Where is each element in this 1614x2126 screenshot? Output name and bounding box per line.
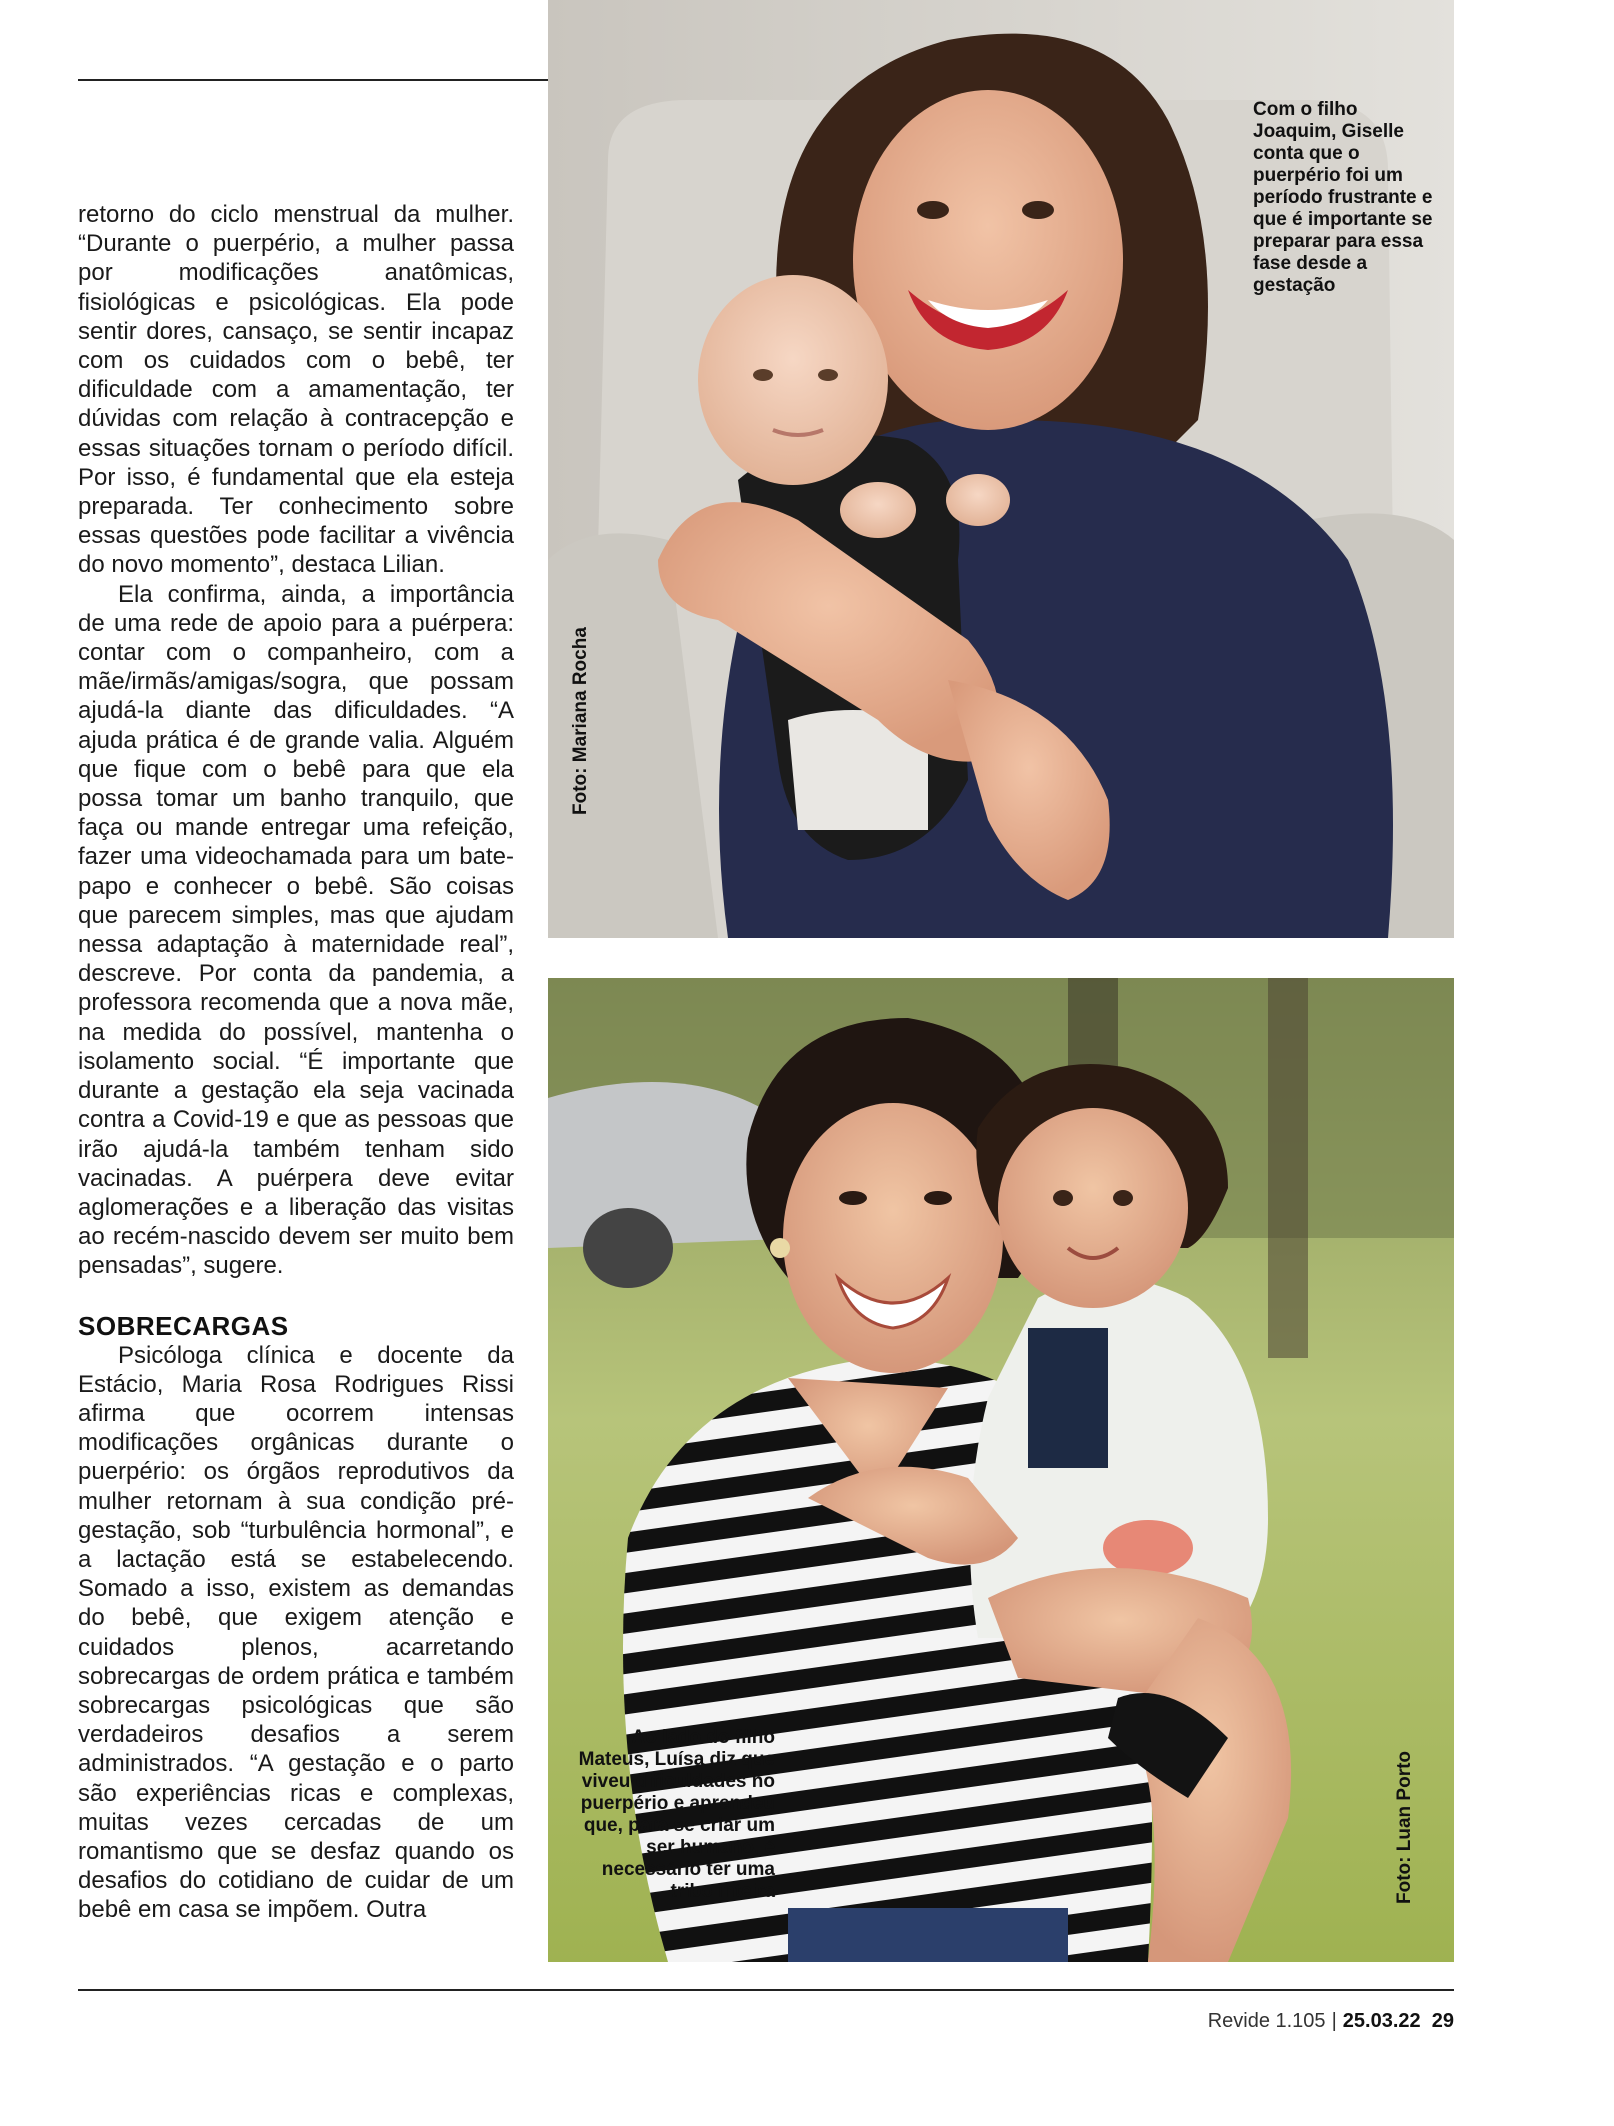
- subheading: SOBRECARGAS: [78, 1310, 289, 1341]
- article-paragraph-1: retorno do ciclo menstrual da mulher. “Durante o puerpério, a mulher passa por modificações anatômicas, fisiológicas e psicológicas. Ela pode sentir dores, cansaço, se sentir incapaz com os cuidados com o bebê, ter dificuldade com a amamentação, ter dúvidas com relação à contracepção e essas situações tornam o período difícil. Por isso, é fundamental que ela esteja preparada. Ter conhecimento sobre essas questões pode facilitar a vivência do novo momento”, destaca Lilian.: [78, 201, 514, 579]
- top-rule: [78, 79, 548, 81]
- article-paragraph-3: Psicóloga clínica e docente da Estácio, Maria Rosa Rodrigues Rissi afirma que ocorrem intensas modificações orgânicas durante o puerpério: os órgãos reprodutivos da mulher retornam à sua condição pré-gestação, sob “turbulência hormonal”, e a lactação está se estabelecendo. Somado a isso, existem as demandas do bebê, que exigem atenção e cuidados plenos, acarretando sobrecargas de ordem prática e também sobrecargas psicológicas que são verdadeiros desafios a serem administrados. “A gestação e o parto são experiências ricas e complexas, muitas vezes cercadas de um romantismo que se desfaz quando os desafios do cotidiano de cuidar de um bebê em casa se impõem. Outra: [78, 1341, 514, 1924]
- bottom-rule: [78, 1989, 1454, 1991]
- article-column: [78, 200, 514, 1925]
- footer-separator: |: [1331, 2010, 1337, 2032]
- footer-page-number: 29: [1431, 2010, 1454, 2032]
- footer-date: 25.03.22: [1342, 2010, 1421, 2032]
- footer-magazine: Revide 1.105: [1207, 2010, 1326, 2032]
- photo-1-credit: Foto: Mariana Rocha: [570, 627, 591, 815]
- article-paragraph-2: Ela confirma, ainda, a importância de uma rede de apoio para a puérpera: contar com o companheiro, com a mãe/irmãs/amigas/sogra, que possam ajudá-la diante das dificuldades. “A ajuda prática é de grande valia. Alguém que fique com o bebê para que ela possa tomar um banho tranquilo, que faça ou mande entregar uma refeição, fazer uma videochamada para um bate-papo e conhecer o bebê. São coisas que parecem simples, mas que ajudam nessa adaptação à maternidade real”, descreve. Por conta da pandemia, a professora recomenda que a nova mãe, na medida do possível, mantenha o isolamento social. “É importante que durante a gestação ela seja vacinada contra a Covid-19 e que as pessoas que irão ajudá-la também tenham sido vacinadas. A puérpera deve evitar aglomerações e a liberação das visitas ao recém-nascido devem ser muito bem pensadas”, sugere.: [78, 580, 514, 1280]
- photo-1-caption: Com o filho Joaquim, Giselle conta que o puerpério foi um período frustrante e que é importante se preparar para essa fase desde a gestação: [1253, 99, 1433, 296]
- photo-2-caption: Ao lado do filho Mateus, Luísa diz que viveu dificuldades no puerpério e aprendeu que, para se criar um ser humano, é necessário ter uma tribo inteira: [578, 1727, 775, 1902]
- photo-2-credit: Foto: Luan Porto: [1394, 1750, 1415, 1904]
- page-footer: [1208, 2010, 1454, 2033]
